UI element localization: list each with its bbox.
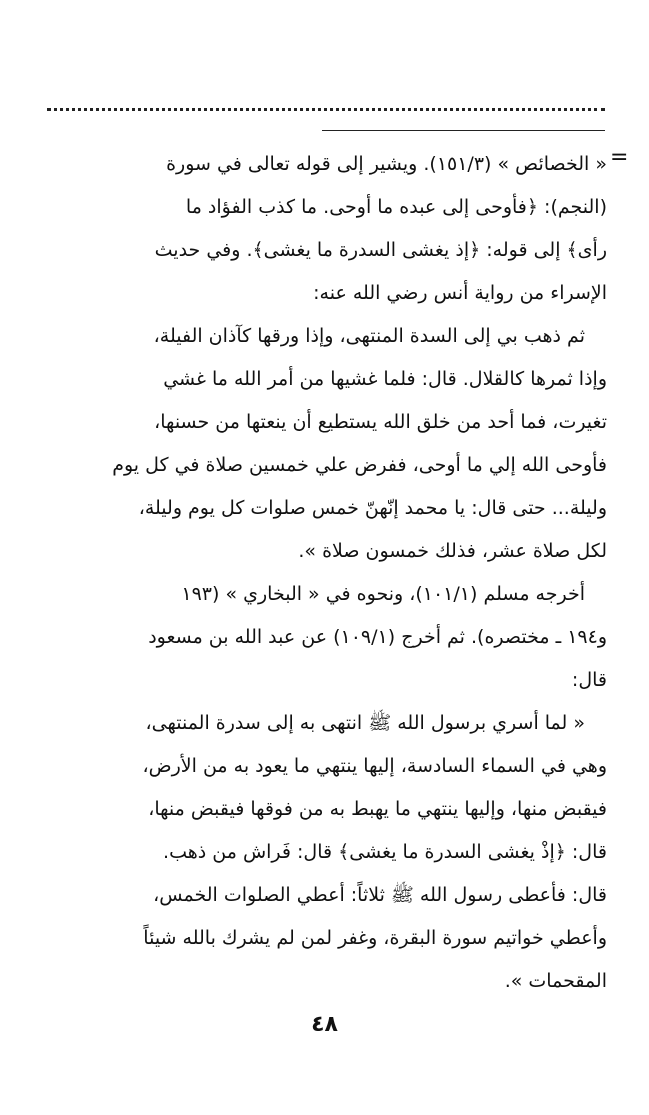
text-line: « الخصائص » (١٥١/٣). ويشير إلى قوله تعالى في سورة (166, 153, 607, 175)
footnote-text (40, 143, 607, 1003)
text-line: (النجم): ﴿فأوحى إلى عبده ما أوحى. ما كذب الفؤاد ما (185, 196, 607, 218)
text-line: لكل صلاة عشر، فذلك خمسون صلاة ». (298, 540, 607, 562)
text-line: وهي في السماء السادسة، إليها ينتهي ما يعود به من الأرض، (142, 755, 607, 777)
text-line: ثم ذهب بي إلى السدة المنتهى، وإذا ورقها كآذان الفيلة، (153, 325, 585, 347)
text-line: تغيرت، فما أحد من خلق الله يستطيع أن ينعتها من حسنها، (154, 411, 607, 433)
text-line: قال: ﴿إذْ يغشى السدرة ما يغشى﴾ قال: فَراش من ذهب. (163, 841, 607, 863)
text-line: وليلة... حتى قال: يا محمد إنّهنّ خمس صلوات كل يوم وليلة، (138, 497, 607, 519)
text-line: الإسراء من رواية أنس رضي الله عنه: (313, 282, 607, 304)
text-line: و١٩٤ ـ مختصره). ثم أخرج (١٠٩/١) عن عبد الله بن مسعود (148, 626, 607, 648)
text-line: « لما أسري برسول الله ﷺ انتهى به إلى سدرة المنتهى، (145, 712, 585, 734)
dotted-separator (47, 108, 605, 111)
text-line: فأوحى الله إلي ما أوحى، ففرض علي خمسين صلاة في كل يوم (112, 454, 607, 476)
footnote-separator-line (322, 130, 605, 131)
text-line: وإذا ثمرها كالقلال. قال: فلما غشيها من أمر الله ما غشي (163, 368, 607, 390)
text-line: أخرجه مسلم (١٠١/١)، ونحوه في « البخاري » (١٩٣ (181, 583, 585, 605)
continuation-mark: = (610, 145, 629, 170)
page-number: ٤٨ (311, 1012, 338, 1037)
text-line: قال: فأعطى رسول الله ﷺ ثلاثاً: أعطي الصلوات الخمس، (153, 884, 607, 906)
text-line: قال: (571, 669, 607, 691)
text-line: المقحمات ». (504, 970, 607, 992)
text-line: رأى﴾ إلى قوله: ﴿إذ يغشى السدرة ما يغشى﴾. وفي حديث (154, 239, 607, 261)
text-line: وأعطي خواتيم سورة البقرة، وغفر لمن لم يشرك بالله شيئاً (143, 927, 607, 949)
text-line: فيقبض منها، وإليها ينتهي ما يهبط به من فوقها فيقبض منها، (148, 798, 607, 820)
